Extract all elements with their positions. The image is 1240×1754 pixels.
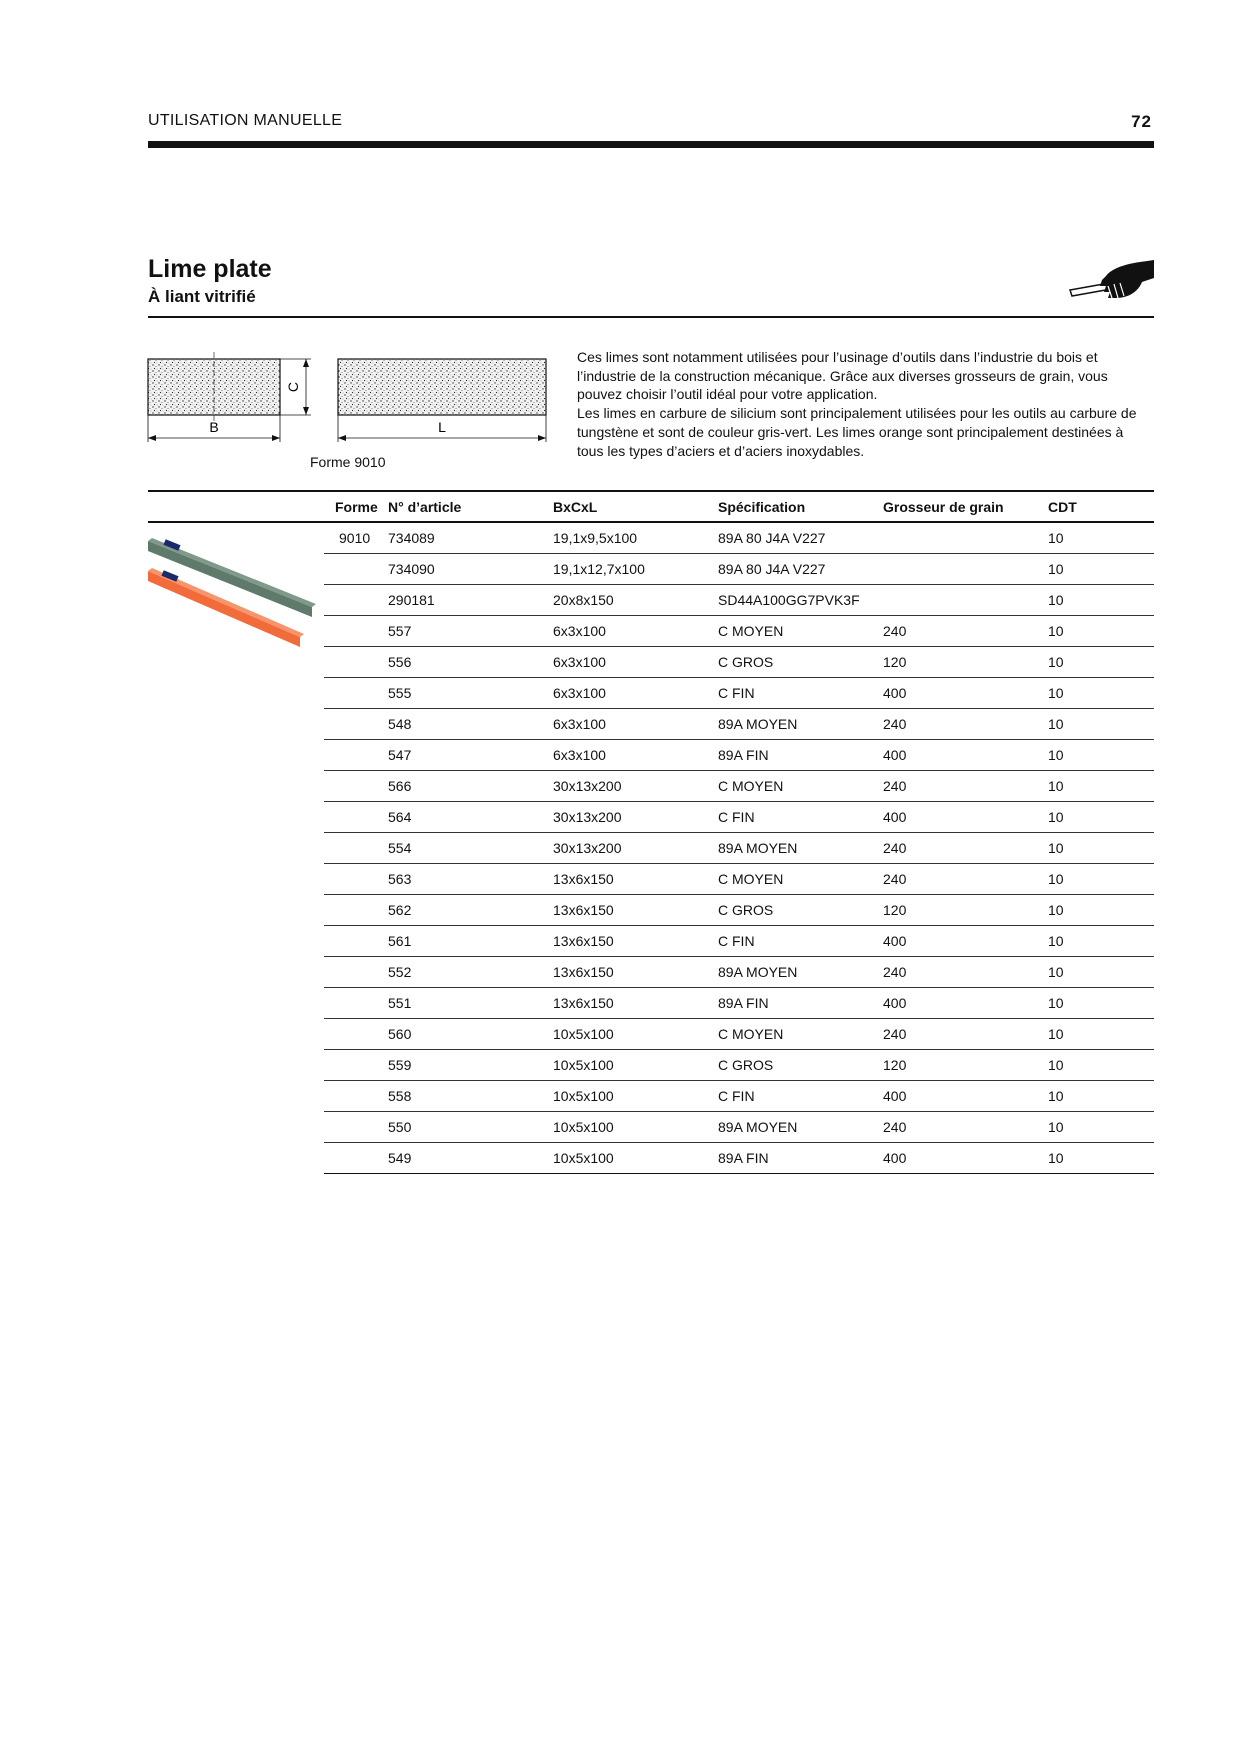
forme-empty xyxy=(324,553,388,584)
forme-empty xyxy=(324,708,388,739)
grain-cell xyxy=(883,553,1048,584)
product-photo xyxy=(148,529,318,649)
forme-empty xyxy=(324,615,388,646)
specification-cell: C FIN xyxy=(718,677,883,708)
forme-empty xyxy=(324,584,388,615)
technical-drawing xyxy=(146,352,556,452)
grain-cell: 240 xyxy=(883,708,1048,739)
dimensions-cell: 10x5x100 xyxy=(553,1018,718,1049)
label-c: C xyxy=(285,381,301,393)
article-cell: 734090 xyxy=(388,553,553,584)
article-cell: 290181 xyxy=(388,584,553,615)
forme-empty xyxy=(324,956,388,987)
cdt-cell: 10 xyxy=(1048,553,1154,584)
article-cell: 548 xyxy=(388,708,553,739)
grain-cell xyxy=(883,522,1048,553)
dimensions-cell: 6x3x100 xyxy=(553,708,718,739)
description-paragraph-2: Les limes en carbure de silicium sont principalement utilisées pour les outils au carbure de tungstène et sont de couleur gris-vert. Les limes orange sont principalement destinées à tous les types d’aciers et d’aciers inoxydables. xyxy=(577,405,1137,459)
forme-empty xyxy=(324,863,388,894)
specification-cell: SD44A100GG7PVK3F xyxy=(718,584,883,615)
dimensions-cell: 6x3x100 xyxy=(553,677,718,708)
specification-cell: C MOYEN xyxy=(718,1018,883,1049)
specification-cell: C FIN xyxy=(718,801,883,832)
forme-empty xyxy=(324,1111,388,1142)
header-forme: Forme xyxy=(335,498,378,515)
label-l: L xyxy=(438,419,446,435)
article-cell: 566 xyxy=(388,770,553,801)
drawing-caption: Forme 9010 xyxy=(310,454,386,470)
grain-cell: 400 xyxy=(883,801,1048,832)
cdt-cell: 10 xyxy=(1048,987,1154,1018)
dimensions-cell: 20x8x150 xyxy=(553,584,718,615)
cdt-cell: 10 xyxy=(1048,739,1154,770)
table-row xyxy=(148,522,1154,553)
dimensions-cell: 10x5x100 xyxy=(553,1142,718,1173)
cdt-cell: 10 xyxy=(1048,832,1154,863)
description-paragraph-1: Ces limes sont notamment utilisées pour l’usinage d’outils dans l’industrie du bois et l’industrie de la construction mécanique. Grâce aux diverses grosseurs de grain, vous pouvez choisir l’outil idéal pour votre application. xyxy=(577,349,1108,403)
specification-cell: 89A FIN xyxy=(718,1142,883,1173)
section-title: UTILISATION MANUELLE xyxy=(148,112,343,129)
specification-cell: 89A MOYEN xyxy=(718,832,883,863)
hand-holding-file-icon xyxy=(1068,258,1154,306)
article-cell: 557 xyxy=(388,615,553,646)
article-cell: 550 xyxy=(388,1111,553,1142)
grain-cell: 400 xyxy=(883,925,1048,956)
cdt-cell: 10 xyxy=(1048,956,1154,987)
grain-cell: 400 xyxy=(883,1142,1048,1173)
specification-cell: C MOYEN xyxy=(718,770,883,801)
grain-cell: 240 xyxy=(883,1018,1048,1049)
dimensions-cell: 10x5x100 xyxy=(553,1080,718,1111)
specification-cell: 89A FIN xyxy=(718,987,883,1018)
title-rule xyxy=(148,316,1154,318)
product-photo-cell xyxy=(148,522,324,1173)
label-b: B xyxy=(209,419,219,435)
product-title: Lime plate xyxy=(148,255,272,283)
dimensions-cell: 10x5x100 xyxy=(553,1111,718,1142)
article-cell: 554 xyxy=(388,832,553,863)
article-cell: 559 xyxy=(388,1049,553,1080)
cdt-cell: 10 xyxy=(1048,708,1154,739)
specification-cell: C MOYEN xyxy=(718,615,883,646)
article-cell: 555 xyxy=(388,677,553,708)
cdt-cell: 10 xyxy=(1048,801,1154,832)
cdt-cell: 10 xyxy=(1048,584,1154,615)
article-cell: 560 xyxy=(388,1018,553,1049)
grain-cell: 120 xyxy=(883,894,1048,925)
dimensions-cell: 30x13x200 xyxy=(553,801,718,832)
forme-empty xyxy=(324,1018,388,1049)
cdt-cell: 10 xyxy=(1048,615,1154,646)
specification-cell: C MOYEN xyxy=(718,863,883,894)
forme-empty xyxy=(324,1080,388,1111)
dimensions-cell: 13x6x150 xyxy=(553,956,718,987)
forme-empty xyxy=(324,832,388,863)
header-cdt: CDT xyxy=(1048,498,1077,515)
header-rule xyxy=(148,141,1154,148)
grain-cell: 400 xyxy=(883,1080,1048,1111)
dimensions-cell: 30x13x200 xyxy=(553,770,718,801)
specification-cell: C GROS xyxy=(718,1049,883,1080)
forme-value: 9010 xyxy=(324,522,388,553)
cdt-cell: 10 xyxy=(1048,1018,1154,1049)
cdt-cell: 10 xyxy=(1048,1049,1154,1080)
specification-cell: 89A MOYEN xyxy=(718,708,883,739)
dimensions-cell: 6x3x100 xyxy=(553,739,718,770)
header-article: N° d’article xyxy=(388,498,462,515)
specification-cell: 89A 80 J4A V227 xyxy=(718,522,883,553)
specification-cell: 89A FIN xyxy=(718,739,883,770)
forme-empty xyxy=(324,1049,388,1080)
forme-empty xyxy=(324,987,388,1018)
article-cell: 549 xyxy=(388,1142,553,1173)
cdt-cell: 10 xyxy=(1048,863,1154,894)
forme-empty xyxy=(324,925,388,956)
article-cell: 563 xyxy=(388,863,553,894)
cdt-cell: 10 xyxy=(1048,925,1154,956)
specification-cell: C FIN xyxy=(718,925,883,956)
specification-cell: C GROS xyxy=(718,646,883,677)
grain-cell: 240 xyxy=(883,770,1048,801)
article-cell: 552 xyxy=(388,956,553,987)
product-description xyxy=(577,348,1153,460)
cdt-cell: 10 xyxy=(1048,1111,1154,1142)
article-cell: 558 xyxy=(388,1080,553,1111)
article-cell: 562 xyxy=(388,894,553,925)
dimensions-cell: 13x6x150 xyxy=(553,987,718,1018)
grain-cell: 240 xyxy=(883,832,1048,863)
grain-cell: 400 xyxy=(883,739,1048,770)
specification-cell: C GROS xyxy=(718,894,883,925)
cdt-cell: 10 xyxy=(1048,770,1154,801)
dimensions-cell: 19,1x9,5x100 xyxy=(553,522,718,553)
forme-empty xyxy=(324,770,388,801)
article-cell: 547 xyxy=(388,739,553,770)
grain-cell: 240 xyxy=(883,956,1048,987)
forme-empty xyxy=(324,677,388,708)
header-image-spacer xyxy=(148,491,324,522)
specification-cell: C FIN xyxy=(718,1080,883,1111)
product-subtitle: À liant vitrifié xyxy=(148,287,256,306)
dimensions-cell: 13x6x150 xyxy=(553,894,718,925)
grain-cell: 240 xyxy=(883,615,1048,646)
grain-cell: 240 xyxy=(883,863,1048,894)
article-cell: 734089 xyxy=(388,522,553,553)
grain-cell: 240 xyxy=(883,1111,1048,1142)
specification-cell: 89A 80 J4A V227 xyxy=(718,553,883,584)
forme-empty xyxy=(324,739,388,770)
header-dimensions: BxCxL xyxy=(553,498,598,515)
dimensions-cell: 10x5x100 xyxy=(553,1049,718,1080)
page-number: 72 xyxy=(1131,112,1152,131)
forme-empty xyxy=(324,1142,388,1173)
cdt-cell: 10 xyxy=(1048,522,1154,553)
article-cell: 561 xyxy=(388,925,553,956)
dimensions-cell: 13x6x150 xyxy=(553,925,718,956)
cdt-cell: 10 xyxy=(1048,894,1154,925)
cdt-cell: 10 xyxy=(1048,1142,1154,1173)
forme-empty xyxy=(324,646,388,677)
cdt-cell: 10 xyxy=(1048,1080,1154,1111)
header-grain: Grosseur de grain xyxy=(883,498,1004,515)
table-header-row xyxy=(148,491,1154,522)
specification-cell: 89A MOYEN xyxy=(718,1111,883,1142)
header-specification: Spécification xyxy=(718,498,806,515)
cdt-cell: 10 xyxy=(1048,677,1154,708)
grain-cell: 120 xyxy=(883,646,1048,677)
forme-empty xyxy=(324,801,388,832)
dimensions-cell: 6x3x100 xyxy=(553,646,718,677)
article-cell: 551 xyxy=(388,987,553,1018)
dimensions-cell: 30x13x200 xyxy=(553,832,718,863)
cdt-cell: 10 xyxy=(1048,646,1154,677)
specification-table xyxy=(148,490,1154,1174)
grain-cell xyxy=(883,584,1048,615)
forme-empty xyxy=(324,894,388,925)
dimensions-cell: 13x6x150 xyxy=(553,863,718,894)
dimensions-cell: 6x3x100 xyxy=(553,615,718,646)
grain-cell: 400 xyxy=(883,987,1048,1018)
specification-cell: 89A MOYEN xyxy=(718,956,883,987)
article-cell: 564 xyxy=(388,801,553,832)
dimensions-cell: 19,1x12,7x100 xyxy=(553,553,718,584)
article-cell: 556 xyxy=(388,646,553,677)
grain-cell: 400 xyxy=(883,677,1048,708)
grain-cell: 120 xyxy=(883,1049,1048,1080)
